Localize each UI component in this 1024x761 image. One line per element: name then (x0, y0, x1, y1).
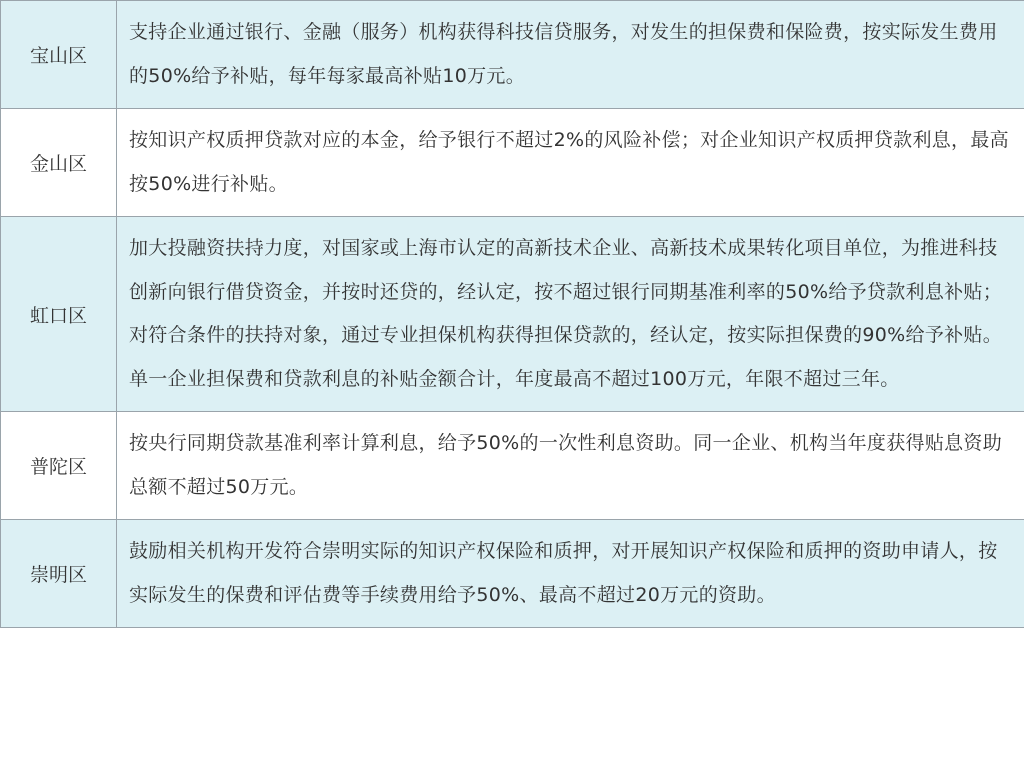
table-row (1, 520, 1024, 628)
table-row (1, 217, 1024, 412)
policy-text: 加大投融资扶持力度，对国家或上海市认定的高新技术企业、高新技术成果转化项目单位，为推进科技创新向银行借贷资金，并按时还贷的，经认定，按不超过银行同期基准利率的50%给予贷款利息补贴； (129, 237, 1003, 303)
policy-cell (117, 1, 1024, 109)
policy-cell (117, 217, 1024, 412)
policy-cell (117, 109, 1024, 217)
policy-text: 按知识产权质押贷款对应的本金，给予银行不超过2%的风险补偿；对企业知识产权质押贷款利息，最高按50%进行补贴。 (129, 129, 1009, 195)
policy-text: 鼓励相关机构开发符合崇明实际的知识产权保险和质押，对开展知识产权保险和质押的资助申请人，按实际发生的保费和评估费等手续费用给予50%、最高不超过20万元的资助。 (129, 540, 998, 606)
table-row (1, 109, 1024, 217)
policy-cell (117, 412, 1024, 520)
policy-text: 对符合条件的扶持对象，通过专业担保机构获得担保贷款的，经认定，按实际担保费的90%给予补贴。单一企业担保费和贷款利息的补贴金额合计，年度最高不超过100万元，年限不超过三年。 (129, 324, 1003, 390)
district-cell: 普陀区 (1, 412, 117, 520)
district-cell: 金山区 (1, 109, 117, 217)
policy-text: 按央行同期贷款基准利率计算利息，给予50%的一次性利息资助。同一企业、机构当年度获得贴息资助总额不超过50万元。 (129, 432, 1003, 498)
policy-text: 支持企业通过银行、金融（服务）机构获得科技信贷服务，对发生的担保费和保险费，按实际发生费用的50%给予补贴，每年每家最高补贴10万元。 (129, 21, 998, 87)
policy-cell (117, 520, 1024, 628)
table-row (1, 412, 1024, 520)
district-cell: 崇明区 (1, 520, 117, 628)
table-row (1, 1, 1024, 109)
district-cell: 宝山区 (1, 1, 117, 109)
district-cell: 虹口区 (1, 217, 117, 412)
